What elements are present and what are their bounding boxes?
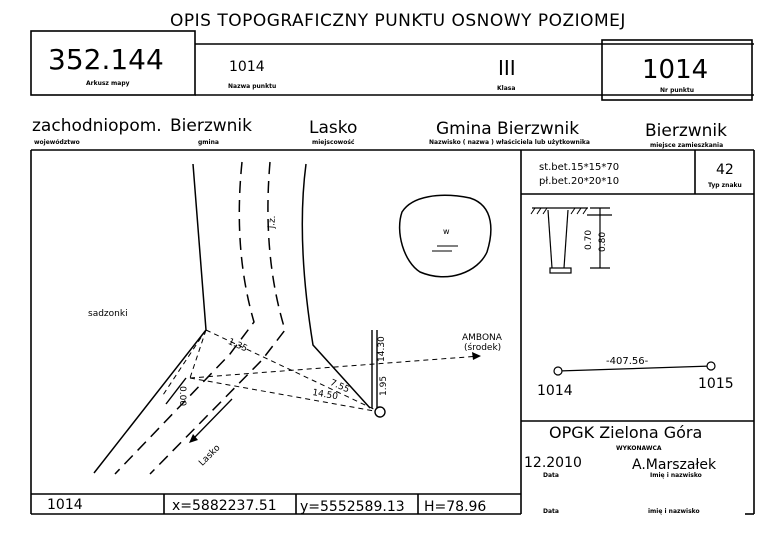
point-name-label: Nazwa punktu	[228, 83, 277, 90]
sign-type-label: Typ znaku	[708, 182, 742, 189]
class-label: Klasa	[497, 85, 516, 92]
measure-1-35: 1.35	[226, 337, 249, 355]
map-sheet-number: 352.144	[48, 43, 164, 76]
locality-value: Lasko	[309, 118, 358, 138]
point-name: 1014	[229, 59, 265, 75]
owner-value: Gmina Bierzwnik	[436, 119, 580, 139]
height-h: H=78.96	[424, 499, 487, 515]
ambona-label: AMBONA	[462, 333, 502, 343]
connection-distance: -407.56-	[606, 356, 649, 367]
forest-unit-label: j.z.	[267, 215, 279, 229]
commune-label: gmina	[198, 139, 219, 146]
surveyor-label: Imię i nazwisko	[650, 472, 702, 479]
measure-14-30: 14.30	[377, 336, 387, 362]
coordinate-x: x=5882237.51	[172, 498, 277, 514]
contractor-label: WYKONAWCA	[616, 445, 662, 452]
commune-value: Bierzwnik	[170, 116, 253, 136]
depth-dimension-1: 0.70	[584, 229, 594, 250]
point-number-label: Nr punktu	[660, 87, 695, 94]
voivodeship-label: województwo	[34, 139, 80, 146]
execution-date-label: Data	[543, 472, 559, 479]
sign-type-value: 42	[716, 162, 734, 178]
footer-date-label: Data	[543, 508, 559, 515]
coordinate-y: y=5552589.13	[300, 499, 405, 515]
measure-1-95: 1.95	[379, 375, 389, 396]
class-value: III	[498, 56, 516, 80]
ambona-sub-label: (środek)	[464, 343, 502, 353]
stabilization-line-1: st.bet.15*15*70	[539, 162, 620, 173]
surveyor-name: A.Marszałek	[632, 457, 717, 473]
depth-dimension-2: 0.80	[598, 231, 608, 252]
footer-name-label: imię i nazwisko	[648, 508, 700, 515]
map-sheet-label: Arkusz mapy	[86, 80, 130, 87]
residence-value: Bierzwnik	[645, 121, 728, 141]
execution-date: 12.2010	[524, 455, 582, 471]
connection-point-1015: 1015	[698, 376, 734, 392]
seedlings-label: sadzonki	[88, 309, 128, 319]
locality-label: miejscowość	[312, 139, 355, 146]
measure-0-00: 0.00	[177, 386, 187, 407]
stabilization-line-2: pł.bet.20*20*10	[539, 176, 620, 187]
residence-label: miejsce zamieszkania	[650, 142, 724, 149]
owner-label: Nazwisko ( nazwa ) właściciela lub użytkownika	[429, 139, 590, 146]
water-label: w	[443, 227, 450, 236]
bottom-point-number: 1014	[47, 497, 83, 513]
connection-point-1014: 1014	[537, 383, 573, 399]
lasko-direction-label: Lasko	[197, 443, 223, 469]
measure-14-50: 14.50	[311, 388, 339, 403]
measure-7-55: 7.55	[328, 378, 351, 396]
sheet-title: OPIS TOPOGRAFICZNY PUNKTU OSNOWY POZIOMEJ	[170, 11, 626, 31]
contractor-name: OPGK Zielona Góra	[549, 423, 703, 442]
point-number: 1014	[642, 55, 709, 85]
voivodeship-value: zachodniopom.	[32, 116, 162, 136]
